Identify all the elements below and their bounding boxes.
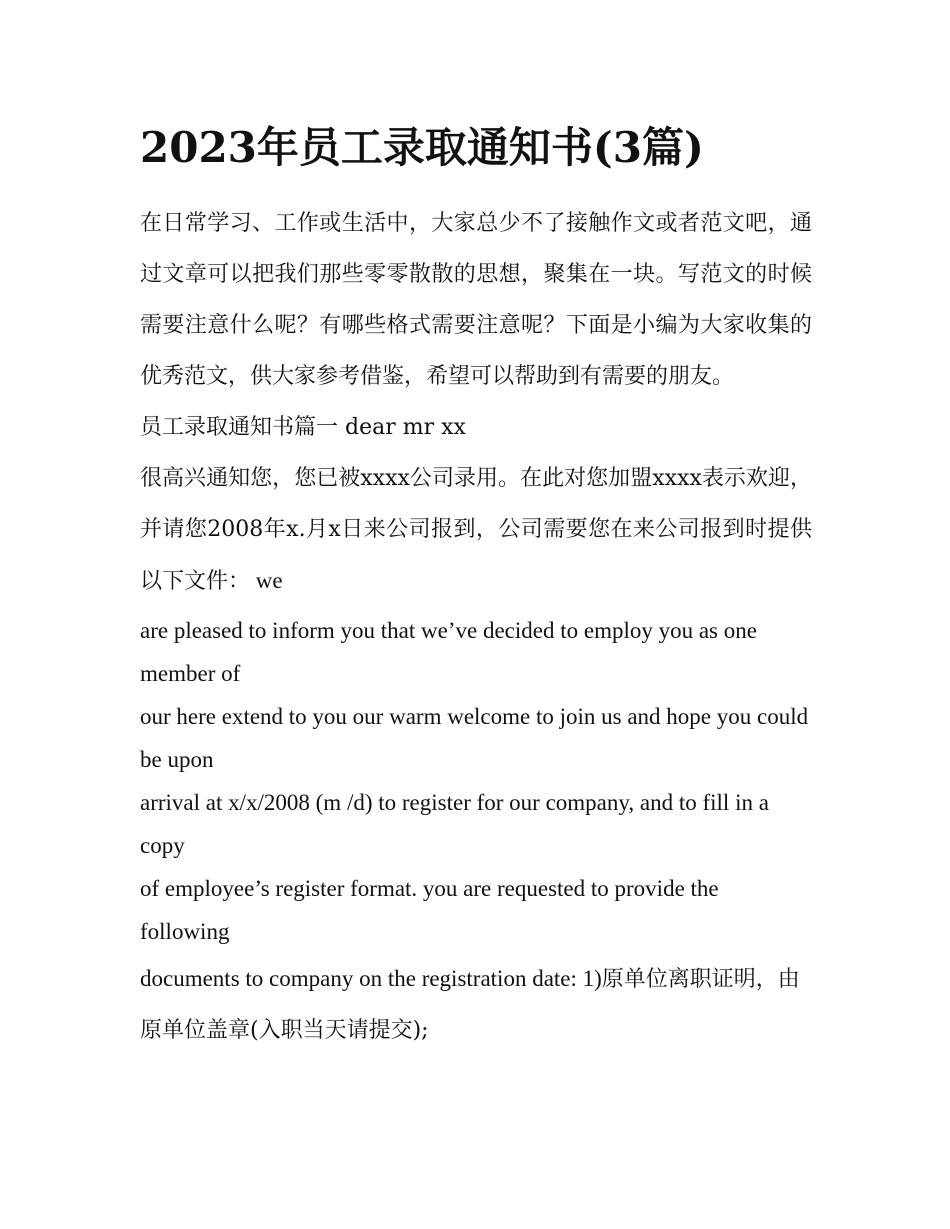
documents-paragraph bbox=[140, 953, 812, 1056]
english-line-4: of employee’s register format. you are requested to provide the following bbox=[140, 876, 719, 944]
english-line-3: arrival at x/x/2008 (m /d) to register for our company, and to fill in a copy bbox=[140, 790, 769, 858]
english-letter bbox=[140, 609, 812, 953]
document-body bbox=[140, 118, 812, 1056]
english-line-2: our here extend to you our warm welcome to join us and hope you could be upon bbox=[140, 704, 809, 772]
notice-en-tail: we bbox=[250, 568, 283, 593]
notice-cn-text: 很高兴通知您，您已被xxxx公司录用。在此对您加盟xxxx表示欢迎，并请您2008年x.月x日来公司报到，公司需要您在来公司报到时提供以下文件： bbox=[140, 466, 812, 594]
english-line-1: are pleased to inform you that we’ve decided to employ you as one member of bbox=[140, 618, 757, 686]
documents-en-text: documents to company on the registration date: 1) bbox=[140, 966, 602, 991]
section-heading: 员工录取通知书篇一 dear mr xx bbox=[140, 415, 466, 440]
document-title: 2023年员工录取通知书(3篇) bbox=[140, 123, 704, 172]
intro-paragraph: 在日常学习、工作或生活中，大家总少不了接触作文或者范文吧，通过文章可以把我们那些零零散散的思想，聚集在一块。写范文的时候需要注意什么呢？有哪些格式需要注意呢？下面是小编为大家收集的优秀范文，供大家参考借鉴，希望可以帮助到有需要的朋友。 bbox=[140, 211, 812, 389]
documents-cn-text: 原单位离职证明，由原单位盖章(入职当天请提交); bbox=[140, 967, 800, 1043]
notice-paragraph bbox=[140, 453, 812, 607]
